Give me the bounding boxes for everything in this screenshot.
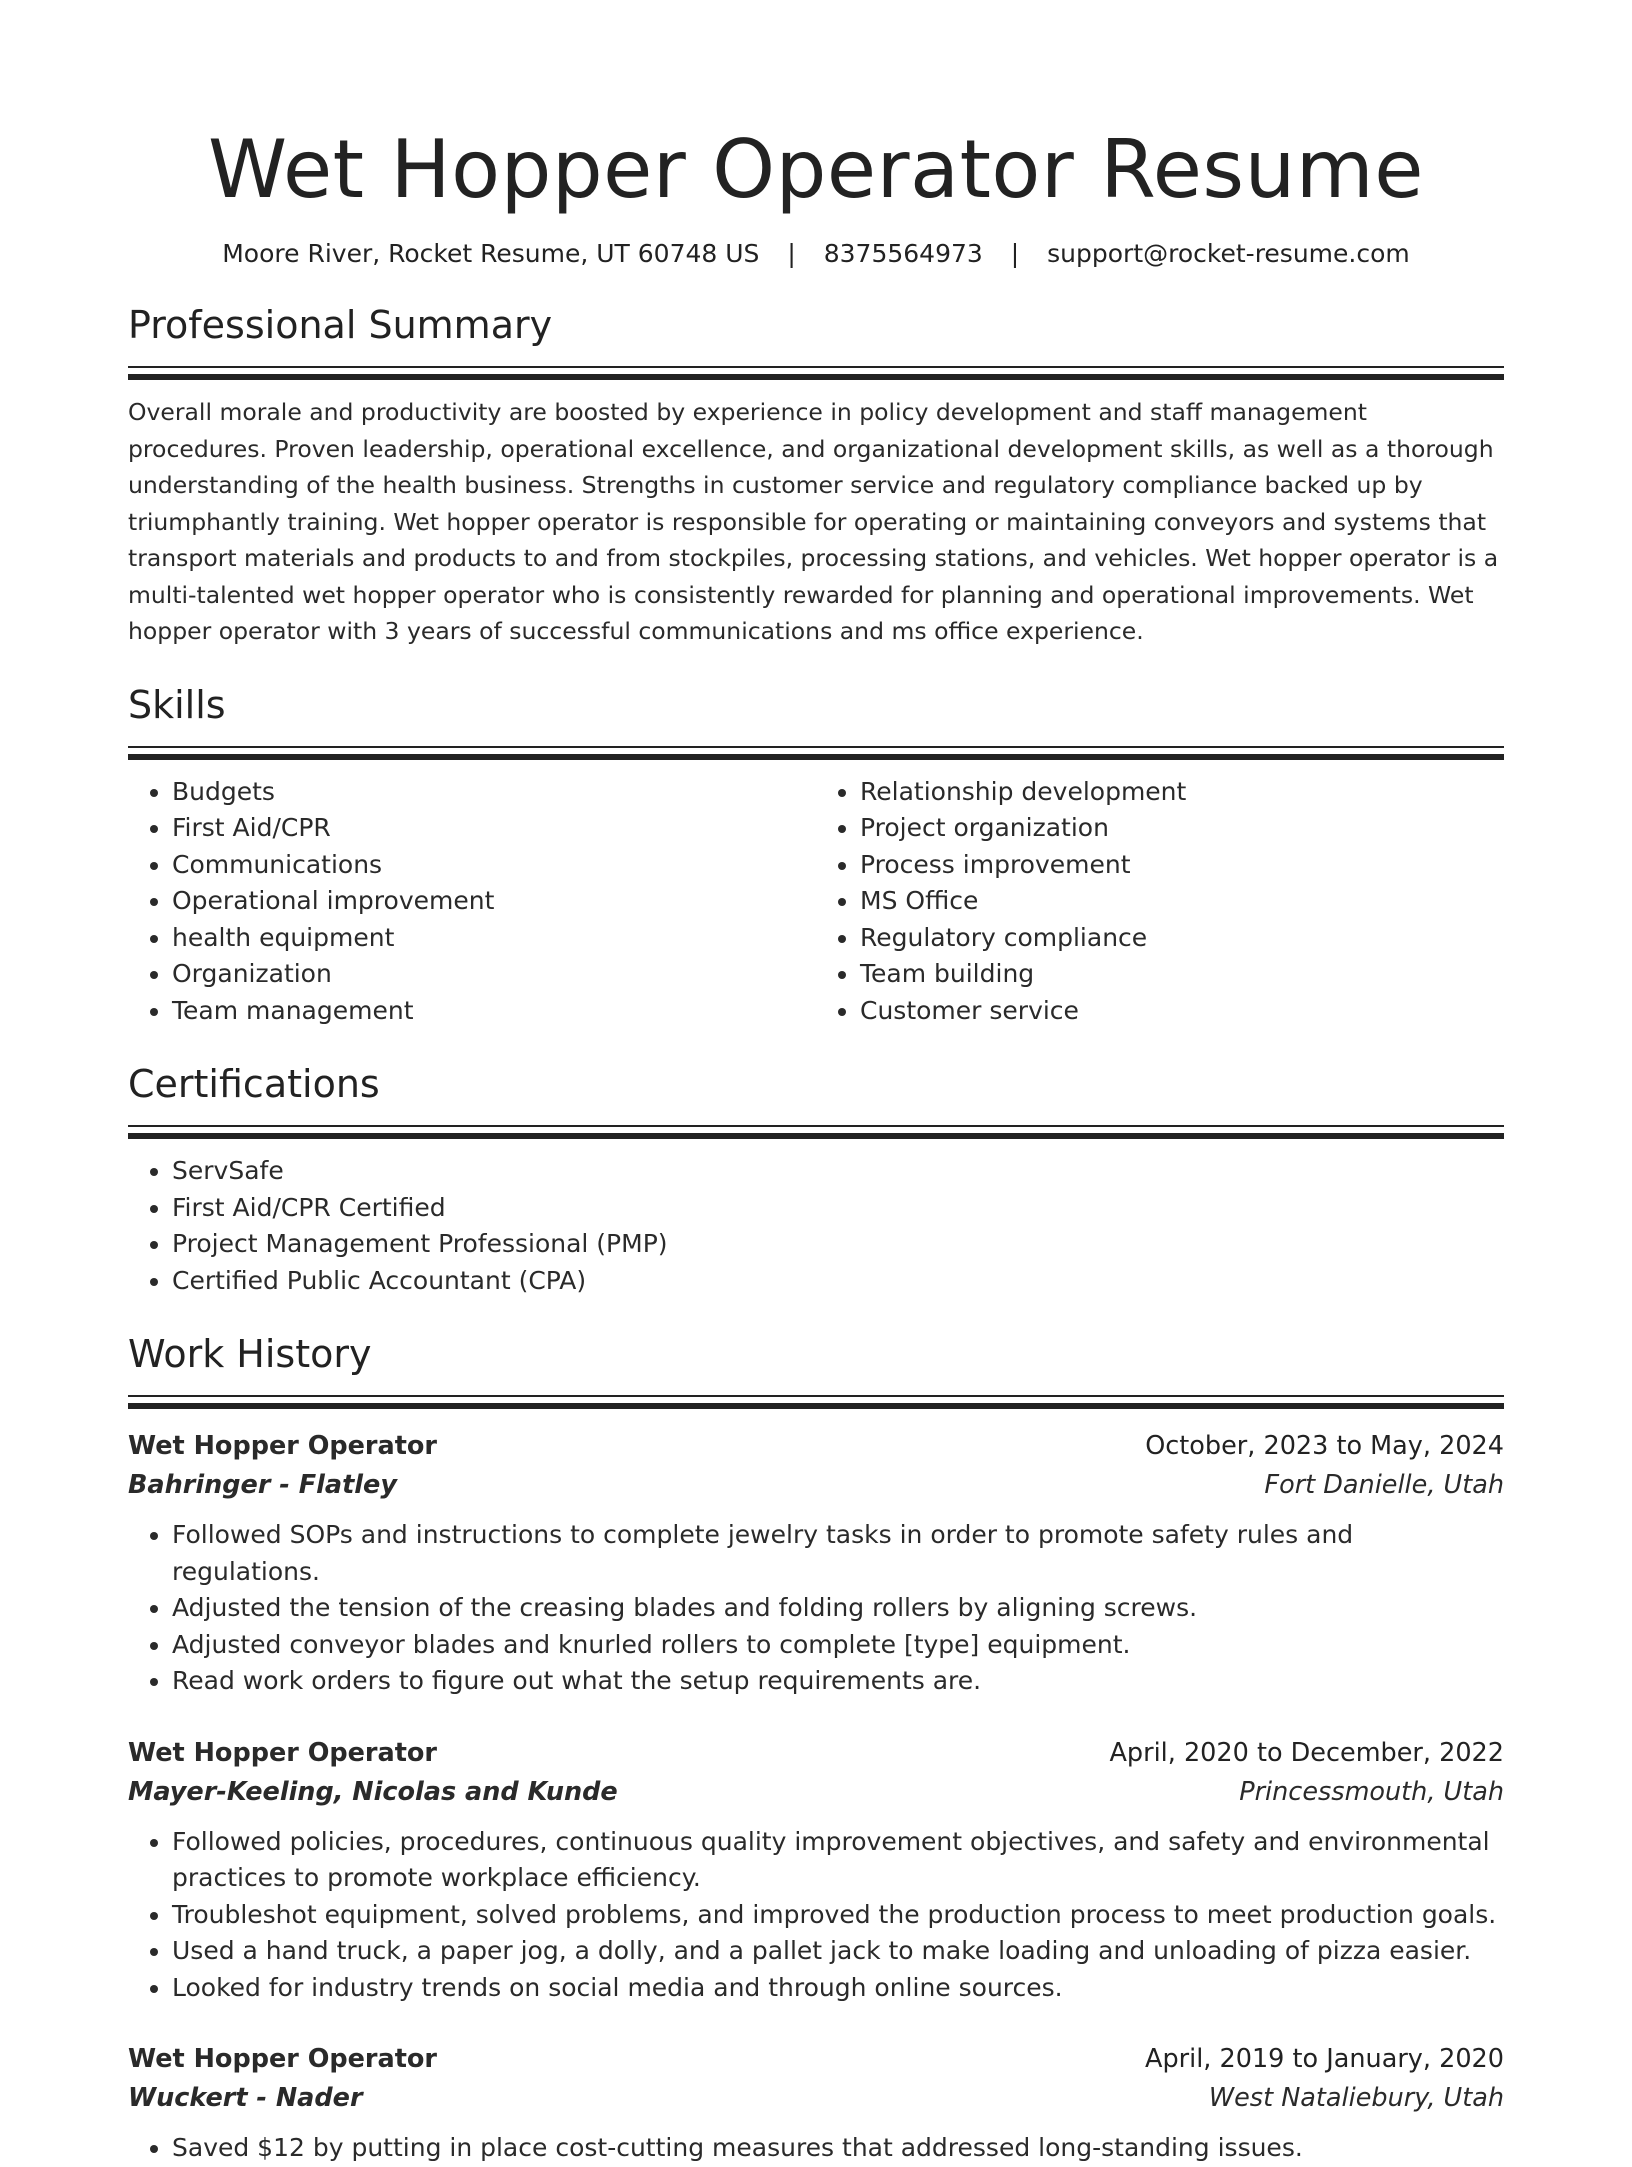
skill-item: • Regulatory compliance xyxy=(860,920,1504,957)
job-bullet: • Followed SOPs and instructions to complete jewelry tasks in order to promote safety rules and regulations. xyxy=(172,1517,1504,1590)
contact-email: support@rocket-resume.com xyxy=(1047,239,1410,268)
job-bullet: • Read work orders to figure out what the setup requirements are. xyxy=(172,1663,1504,1700)
job-bullet: • Adjusted conveyor blades and knurled rollers to complete [type] equipment. xyxy=(172,1627,1504,1664)
job-entry xyxy=(128,2040,1504,2167)
section-heading-summary: Professional Summary xyxy=(128,303,553,347)
job-header-row xyxy=(128,2040,1504,2079)
section-heading-certifications: Certifications xyxy=(128,1062,380,1106)
job-bullet: • Saved $12 by putting in place cost-cutting measures that addressed long-standing issues. xyxy=(172,2130,1504,2167)
job-header-row xyxy=(128,1734,1504,1773)
job-bullet: • Followed policies, procedures, continuous quality improvement objectives, and safety and environmental practices to promote workplace efficiency. xyxy=(172,1824,1504,1897)
job-location: Princessmouth, Utah xyxy=(1239,1776,1504,1807)
job-bullet: • Used a hand truck, a paper jog, a dolly, and a pallet jack to make loading and unloading of pizza easier. xyxy=(172,1933,1504,1970)
job-bullets xyxy=(128,1517,1504,1700)
job-location: West Nataliebury, Utah xyxy=(1208,2083,1504,2113)
skills-columns xyxy=(128,774,1504,1030)
work-history-section xyxy=(128,1329,1504,2167)
certification-item: • First Aid/CPR Certified xyxy=(172,1190,1504,1227)
job-header-row xyxy=(128,1427,1504,1466)
skill-item: • health equipment xyxy=(172,920,816,957)
section-heading-skills: Skills xyxy=(128,682,226,727)
section-divider xyxy=(128,1395,1504,1409)
skill-item: • Customer service xyxy=(860,993,1504,1030)
skill-item: • Team management xyxy=(172,993,816,1030)
section-divider xyxy=(128,366,1504,380)
job-company-row xyxy=(128,1466,1504,1505)
job-dates: April, 2020 to December, 2022 xyxy=(1109,1737,1504,1768)
certification-item: • Project Management Professional (PMP) xyxy=(172,1226,1504,1263)
job-company: Wuckert - Nader xyxy=(128,2083,363,2113)
skills-list-right xyxy=(816,774,1504,1030)
job-company: Mayer-Keeling, Nicolas and Kunde xyxy=(128,1776,618,1807)
job-company-row xyxy=(128,1773,1504,1812)
skills-list-left xyxy=(128,774,816,1030)
resume-title: Wet Hopper Operator Resume xyxy=(208,123,1424,216)
job-company: Bahringer - Flatley xyxy=(128,1470,397,1500)
skill-item: • Team building xyxy=(860,956,1504,993)
job-location: Fort Danielle, Utah xyxy=(1264,1470,1504,1500)
job-title: Wet Hopper Operator xyxy=(128,1737,437,1768)
job-bullets xyxy=(128,1824,1504,2007)
job-bullet: • Looked for industry trends on social media and through online sources. xyxy=(172,1970,1504,2007)
job-title: Wet Hopper Operator xyxy=(128,2044,437,2074)
job-entry xyxy=(128,1734,1504,2007)
job-bullet: • Adjusted the tension of the creasing blades and folding rollers by aligning screws. xyxy=(172,1590,1504,1627)
skill-item: • Relationship development xyxy=(860,774,1504,811)
certifications-list xyxy=(128,1153,1504,1299)
skill-item: • MS Office xyxy=(860,883,1504,920)
job-company-row xyxy=(128,2079,1504,2118)
skill-item: • Budgets xyxy=(172,774,816,811)
skill-item: • Communications xyxy=(172,847,816,884)
section-divider xyxy=(128,1125,1504,1139)
contact-separator: | xyxy=(1010,239,1020,268)
contact-phone: 8375564973 xyxy=(823,239,983,268)
job-bullet: • Troubleshot equipment, solved problems, and improved the production process to meet production goals. xyxy=(172,1897,1504,1934)
contact-separator: | xyxy=(787,239,796,268)
certifications-section xyxy=(128,1059,1504,1299)
summary-text: Overall morale and productivity are boosted by experience in policy development and staff management procedures. Proven leadership, operational excellence, and organizational development skills, as well as a thorough understanding of the health business. Strengths in customer service and regulatory compliance backed up by triumphantly training. Wet hopper operator is responsible for operating or maintaining conveyors and systems that transport materials and products to and from stockpiles, processing stations, and vehicles. Wet hopper operator is a multi-talented wet hopper operator who is consistently rewarded for planning and operational improvements. Wet hopper operator with 3 years of successful communications and ms office experience. xyxy=(128,398,1499,645)
skill-item: • Project organization xyxy=(860,810,1504,847)
job-dates: October, 2023 to May, 2024 xyxy=(1145,1431,1504,1461)
skill-item: • Operational improvement xyxy=(172,883,816,920)
job-entry xyxy=(128,1427,1504,1700)
job-bullets xyxy=(128,2130,1504,2167)
skills-section xyxy=(128,680,1504,1030)
contact-line xyxy=(128,238,1504,270)
skill-item: • Process improvement xyxy=(860,847,1504,884)
summary-section xyxy=(128,300,1504,650)
skill-item: • Organization xyxy=(172,956,816,993)
certification-item: • Certified Public Accountant (CPA) xyxy=(172,1263,1504,1300)
certification-item: • ServSafe xyxy=(172,1153,1504,1190)
skill-item: • First Aid/CPR xyxy=(172,810,816,847)
section-heading-work-history: Work History xyxy=(128,1332,372,1376)
job-title: Wet Hopper Operator xyxy=(128,1431,437,1461)
section-divider xyxy=(128,746,1504,760)
contact-address: Moore River, Rocket Resume, UT 60748 US xyxy=(222,239,760,268)
job-dates: April, 2019 to January, 2020 xyxy=(1145,2044,1504,2074)
